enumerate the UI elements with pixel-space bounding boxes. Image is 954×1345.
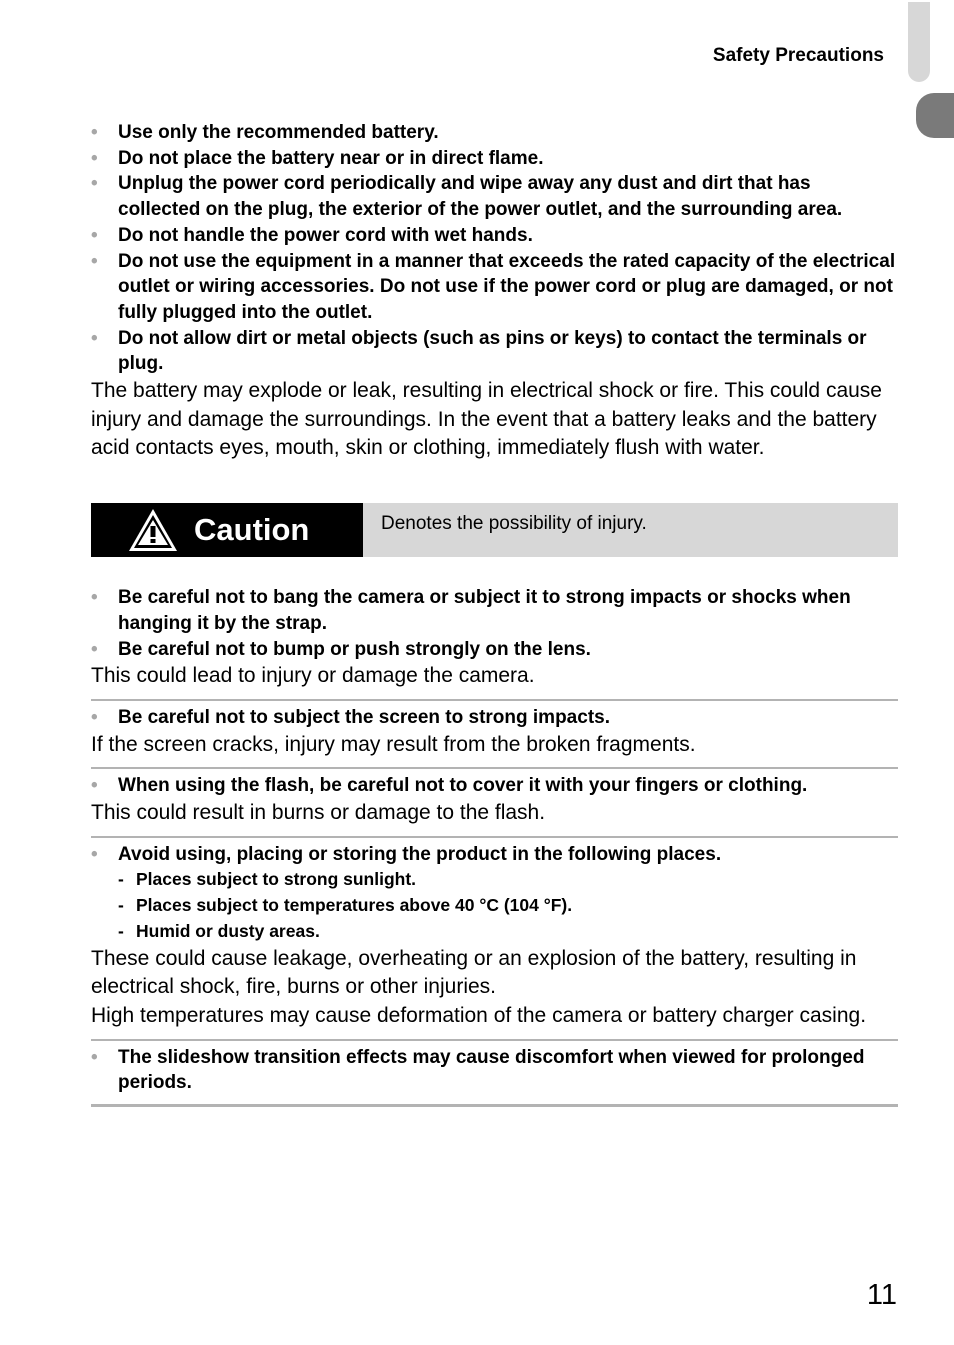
caution-section: [91, 836, 898, 1031]
section-paragraph: This could lead to injury or damage the camera.: [91, 664, 535, 688]
page-content: [91, 120, 898, 1107]
section-divider: [91, 1104, 898, 1107]
list-item: • Do not allow dirt or metal objects (such as pins or keys) to contact the terminals or plug.: [91, 326, 898, 377]
sub-list-item: - Places subject to strong sunlight.: [118, 867, 898, 893]
page-number: 11: [866, 1279, 897, 1311]
list-item: • Avoid using, placing or storing the product in the following places.: [91, 842, 898, 868]
list-item: • Use only the recommended battery.: [91, 120, 898, 146]
list-item: • Unplug the power cord periodically and wipe away any dust and dirt that has collected on the plug, the exterior of the power outlet, and the surrounding area.: [91, 171, 898, 222]
section-paragraph: These could cause leakage, overheating or an explosion of the battery, resulting in electrical shock, fire, burns or other injuries.: [91, 946, 857, 999]
caution-label-block: [91, 503, 363, 557]
caution-description: Denotes the possibility of injury.: [381, 513, 647, 535]
list-item: • Be careful not to bang the camera or subject it to strong impacts or shocks when hanging it by the strap.: [91, 585, 898, 636]
caution-banner: [91, 503, 898, 557]
top-bullet-list: [91, 120, 898, 377]
list-item: • The slideshow transition effects may cause discomfort when viewed for prolonged periods.: [91, 1045, 898, 1096]
list-item: • Do not place the battery near or in direct flame.: [91, 146, 898, 172]
bullet-list: [91, 842, 898, 868]
caution-section: [91, 767, 898, 827]
battery-warning-paragraph: The battery may explode or leak, resulting in electrical shock or fire. This could cause injury and damage the surroundings. In the event that a battery leaks and the battery acid contacts eyes, mouth, skin or clothing, immediately flush with water.: [91, 379, 882, 460]
warning-triangle-icon: [127, 507, 179, 553]
section-paragraph: High temperatures may cause deformation of the camera or battery charger casing.: [91, 1003, 867, 1027]
caution-section: [91, 699, 898, 759]
sub-list-item: - Places subject to temperatures above 40 °C (104 °F).: [118, 893, 898, 919]
section-paragraph: If the screen cracks, injury may result from the broken fragments.: [91, 732, 696, 756]
caution-title: Caution: [194, 512, 310, 548]
bullet-list: [91, 585, 898, 662]
list-item: • When using the flash, be careful not to cover it with your fingers or clothing.: [91, 773, 898, 799]
caution-section: [91, 1039, 898, 1096]
sub-list-item: - Humid or dusty areas.: [118, 919, 898, 945]
page-header-title: Safety Precautions: [712, 45, 884, 66]
section-paragraph: This could result in burns or damage to the flash.: [91, 801, 546, 825]
list-item: • Be careful not to subject the screen to strong impacts.: [91, 705, 898, 731]
caution-section: [91, 585, 898, 691]
side-tab-marker: [916, 93, 954, 138]
list-item: • Be careful not to bump or push strongly on the lens.: [91, 637, 898, 663]
bullet-list: [91, 773, 898, 799]
list-item: • Do not handle the power cord with wet hands.: [91, 223, 898, 249]
list-item: • Do not use the equipment in a manner that exceeds the rated capacity of the electrical outlet or wiring accessories. Do not use if the power cord or plug are damaged, or not fully plugged into the outlet.: [91, 249, 898, 326]
side-tab-top: [908, 2, 930, 82]
sub-list: [91, 867, 898, 944]
bullet-list: [91, 705, 898, 731]
bullet-list: [91, 1045, 898, 1096]
